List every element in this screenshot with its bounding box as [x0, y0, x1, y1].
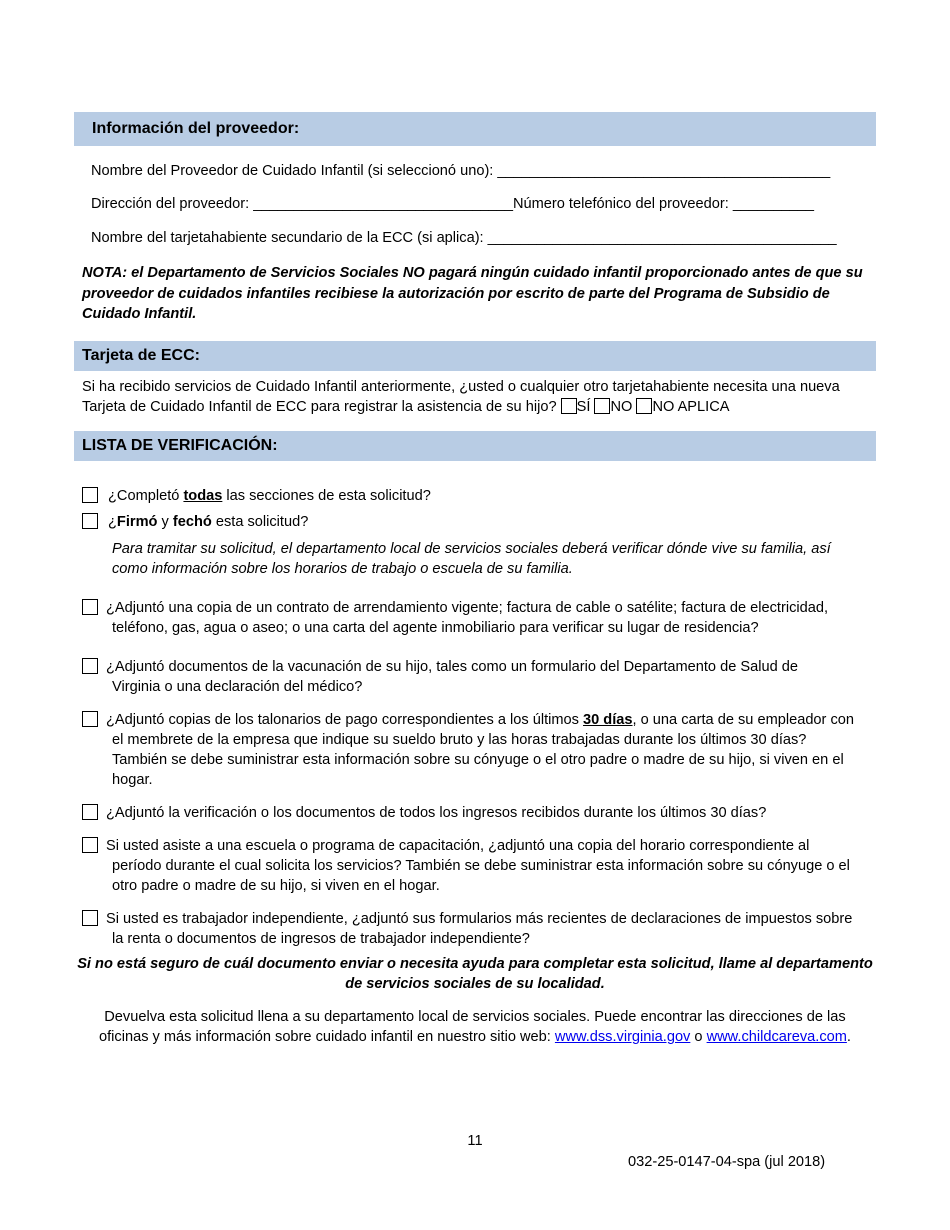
checklist-section-header — [74, 431, 876, 461]
item2-text-e: esta solicitud? — [211, 514, 309, 530]
ecc-question-line1: Si ha recibido servicios de Cuidado Infantil anteriormente, ¿usted o cualquier otro tarjetahabiente necesita una nueva — [82, 379, 840, 395]
item2-text-a: ¿ — [108, 514, 117, 530]
return-info-line2 — [74, 1027, 876, 1047]
provider-name-row — [91, 163, 830, 179]
item7-line3: otro padre o madre de su hijo, si viven en el hogar. — [112, 878, 440, 894]
checklist-item-income-checkbox[interactable] — [82, 804, 98, 820]
provider-address-label: Dirección del proveedor: — [91, 196, 254, 212]
item1-text-c: las secciones de esta solicitud? — [222, 488, 431, 504]
ecc-no-checkbox[interactable] — [594, 398, 610, 414]
item2-text-signed: Firmó — [116, 514, 158, 530]
checklist-item-residence — [82, 598, 872, 638]
checklist-item-school — [82, 836, 872, 896]
checklist-item-vaccination — [82, 657, 872, 697]
provider-address-field[interactable]: ________________________________ — [253, 196, 513, 212]
form-code: 032-25-0147-04-spa (jul 2018) — [628, 1154, 826, 1170]
return-info — [74, 1007, 876, 1047]
ecc-no-label: NO — [610, 399, 633, 415]
payment-note: NOTA: el Departamento de Servicios Sociales NO pagará ningún cuidado infantil proporcionado antes de que su proveedor de cuidados infantiles recibiese la autorización por escrito de parte del Programa de Subsidio de Cuidado Infantil. — [82, 265, 863, 322]
return-info-line1: Devuelva esta solicitud llena a su departamento local de servicios sociales. Puede encontrar las direcciones de las — [104, 1009, 846, 1025]
provider-phone-field[interactable]: __________ — [732, 196, 814, 212]
dss-website-link[interactable]: www.dss.virginia.gov — [554, 1029, 691, 1045]
provider-address-row — [91, 196, 814, 212]
item4-line2: Virginia o una declaración del médico? — [112, 679, 363, 695]
ecc-section-header — [74, 341, 876, 371]
checklist-item-self-employed — [82, 909, 872, 949]
item2-text-c: y — [157, 514, 173, 530]
checklist-item-signed-text — [82, 512, 872, 532]
checklist-item-complete-text — [82, 486, 872, 506]
secondary-cardholder-row — [91, 230, 837, 246]
checklist-item-self-employed-checkbox[interactable] — [82, 910, 98, 926]
checklist-item-residence-checkbox[interactable] — [82, 599, 98, 615]
help-note-line1: Si no está seguro de cuál documento enviar o necesita ayuda para completar esta solicitud, llame al departamento — [77, 956, 873, 972]
return-info-line2-text: oficinas y más información sobre cuidado infantil en nuestro sitio web: — [99, 1029, 555, 1045]
return-info-or: o — [690, 1029, 707, 1045]
checklist-section-title: LISTA DE VERIFICACIÓN: — [82, 437, 278, 454]
ecc-question — [82, 377, 872, 417]
provider-section-title: Información del proveedor: — [92, 120, 300, 137]
ecc-na-label: NO APLICA — [652, 399, 730, 415]
ecc-question-line2-text: Tarjeta de Cuidado Infantil de ECC para registrar la asistencia de su hijo? — [82, 399, 561, 415]
checklist-item-vaccination-checkbox[interactable] — [82, 658, 98, 674]
page-number: 11 — [467, 1133, 483, 1149]
item7-line1: Si usted asiste a una escuela o programa de capacitación, ¿adjuntó una copia del horario correspondiente al — [106, 838, 810, 854]
checklist-item-income — [82, 803, 872, 823]
item3-line2: teléfono, gas, agua o aseo; o una carta del agente inmobiliario para verificar su lugar de residencia? — [112, 620, 759, 636]
ecc-yes-checkbox[interactable] — [561, 398, 577, 414]
provider-section-header — [74, 112, 876, 146]
item5-line3: También se debe suministrar esta información sobre su cónyuge o el otro padre o madre de su hijo, si viven en el — [112, 752, 844, 768]
item6-line1: ¿Adjuntó la verificación o los documentos de todos los ingresos recibidos durante los últimos 30 días? — [106, 805, 767, 821]
ecc-na-checkbox[interactable] — [636, 398, 652, 414]
checklist-item-complete-checkbox[interactable] — [82, 487, 98, 503]
item5-line1-emphasis: 30 días — [583, 712, 633, 728]
provider-name-label: Nombre del Proveedor de Cuidado Infantil (si seleccionó uno): — [91, 163, 498, 179]
item3-line1: ¿Adjuntó una copia de un contrato de arrendamiento vigente; factura de cable o satélite; factura de electricidad, — [106, 600, 829, 616]
childcareva-website-link[interactable]: www.childcareva.com — [706, 1029, 847, 1045]
item1-text-emphasis: todas — [183, 488, 223, 504]
checklist-item-paystubs — [82, 710, 872, 790]
ecc-yes-label: SÍ — [576, 399, 591, 415]
return-info-end: . — [846, 1029, 851, 1045]
item5-line1 — [82, 710, 872, 730]
provider-phone-label: Número telefónico del proveedor: — [512, 196, 733, 212]
ecc-section-title: Tarjeta de ECC: — [82, 347, 200, 364]
item5-line4: hogar. — [112, 772, 153, 788]
item8-line1: Si usted es trabajador independiente, ¿adjuntó sus formularios más recientes de declaraciones de impuestos sobre — [106, 911, 853, 927]
provider-name-field[interactable]: _________________________________________ — [497, 163, 831, 179]
item5-line2: el membrete de la empresa que indique su sueldo bruto y las horas trabajadas durante los últimos 30 días? — [112, 732, 807, 748]
item1-text-a: ¿Completó — [108, 488, 184, 504]
checklist-item-complete — [82, 486, 872, 506]
verification-note: Para tramitar su solicitud, el departamento local de servicios sociales deberá verificar dónde vive su familia, así como información sobre los horarios de trabajo o escuela de su familia. — [112, 541, 831, 577]
item8-line2: la renta o documentos de ingresos de trabajador independiente? — [112, 931, 530, 947]
checklist-item-signed — [82, 512, 872, 532]
item5-line1-a: ¿Adjuntó copias de los talonarios de pago correspondientes a los últimos — [106, 712, 584, 728]
help-note-line2: de servicios sociales de su localidad. — [345, 976, 605, 992]
item5-line1-c: , o una carta de su empleador con — [632, 712, 854, 728]
item4-line1: ¿Adjuntó documentos de la vacunación de su hijo, tales como un formulario del Departamento de Salud de — [106, 659, 798, 675]
ecc-question-line2 — [82, 397, 872, 417]
item2-text-dated: fechó — [172, 514, 212, 530]
help-note — [74, 954, 876, 994]
checklist-item-signed-checkbox[interactable] — [82, 513, 98, 529]
checklist-item-paystubs-checkbox[interactable] — [82, 711, 98, 727]
secondary-cardholder-field[interactable]: ___________________________________________ — [487, 230, 837, 246]
secondary-cardholder-label: Nombre del tarjetahabiente secundario de la ECC (si aplica): — [91, 230, 488, 246]
checklist-item-school-checkbox[interactable] — [82, 837, 98, 853]
item7-line2: período durante el cual solicita los servicios? También se debe suministrar esta información sobre su cónyuge o el — [112, 858, 850, 874]
